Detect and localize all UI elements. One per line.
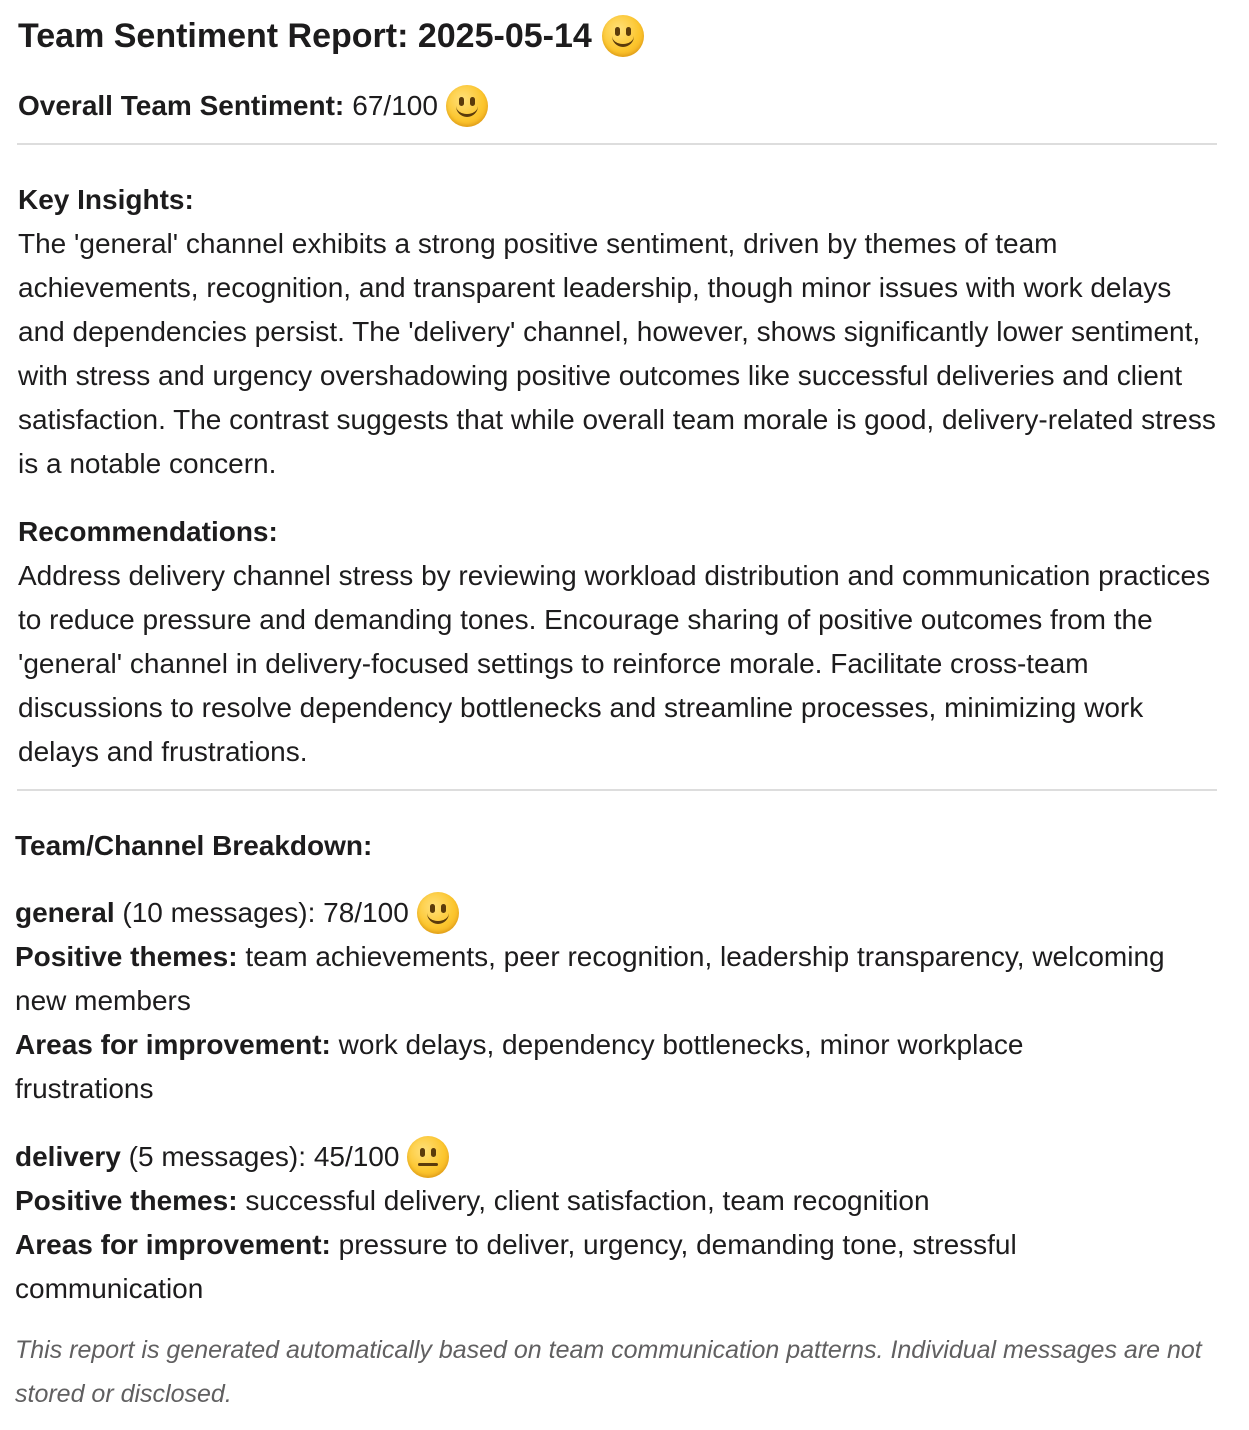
channel-score: (10 messages): 78/100 [122, 897, 409, 928]
channel-name: delivery [15, 1141, 121, 1172]
channel-delivery [15, 1135, 1220, 1311]
improvement-areas [15, 1023, 1075, 1111]
positive-themes-label: Positive themes: [15, 941, 238, 972]
positive-themes-text: team achievements, peer recognition, leadership transparency, welcoming new members [15, 941, 1165, 1016]
divider [17, 143, 1217, 145]
slightly-smiling-face-icon [446, 85, 488, 127]
report-footer: This report is generated automatically based on team communication patterns. Individual messages are not stored or disclosed. [15, 1336, 1202, 1408]
recommendations-text: Address delivery channel stress by reviewing workload distribution and communication practices to reduce pressure and demanding tones. Encourage sharing of positive outcomes from the 'general' channel in delivery-focused settings to reinforce morale. Facilitate cross-team discussions to resolve dependency bottlenecks and streamline processes, minimizing work delays and frustrations. [18, 560, 1211, 767]
positive-themes [15, 935, 1220, 1023]
channel-header [15, 1135, 1220, 1179]
positive-themes-text: successful delivery, client satisfaction, team recognition [245, 1185, 930, 1216]
overall-sentiment-score: 67/100 [352, 90, 438, 121]
key-insights-title: Key Insights: [18, 184, 194, 215]
improvement-areas-text: pressure to deliver, urgency, demanding tone, stressful communication [15, 1229, 1017, 1304]
positive-themes [15, 1179, 1220, 1223]
channel-score: (5 messages): 45/100 [128, 1141, 400, 1172]
breakdown-title: Team/Channel Breakdown: [15, 830, 373, 861]
channel-header [15, 891, 1220, 935]
improvement-areas-label: Areas for improvement: [15, 1229, 331, 1260]
overall-sentiment-label: Overall Team Sentiment: [18, 90, 345, 121]
positive-themes-label: Positive themes: [15, 1185, 238, 1216]
report-title-text: Team Sentiment Report: 2025-05-14 [18, 17, 592, 55]
improvement-areas-text: work delays, dependency bottlenecks, minor workplace frustrations [15, 1029, 1024, 1104]
slightly-smiling-face-icon [602, 15, 644, 57]
channel-name: general [15, 897, 115, 928]
improvement-areas-label: Areas for improvement: [15, 1029, 331, 1060]
channel-general [15, 891, 1220, 1111]
slightly-smiling-face-icon [417, 892, 459, 934]
key-insights-text: The 'general' channel exhibits a strong positive sentiment, driven by themes of team achievements, recognition, and transparent leadership, though minor issues with work delays and dependencies persist. The 'delivery' channel, however, shows significantly lower sentiment, with stress and urgency overshadowing positive outcomes like successful deliveries and client satisfaction. The contrast suggests that while overall team morale is good, delivery-related stress is a notable concern. [18, 228, 1216, 479]
recommendations-title: Recommendations: [18, 516, 278, 547]
improvement-areas [15, 1223, 1075, 1311]
overall-sentiment [18, 84, 488, 128]
report-title [18, 12, 644, 60]
divider [17, 789, 1217, 791]
neutral-face-icon [407, 1136, 449, 1178]
